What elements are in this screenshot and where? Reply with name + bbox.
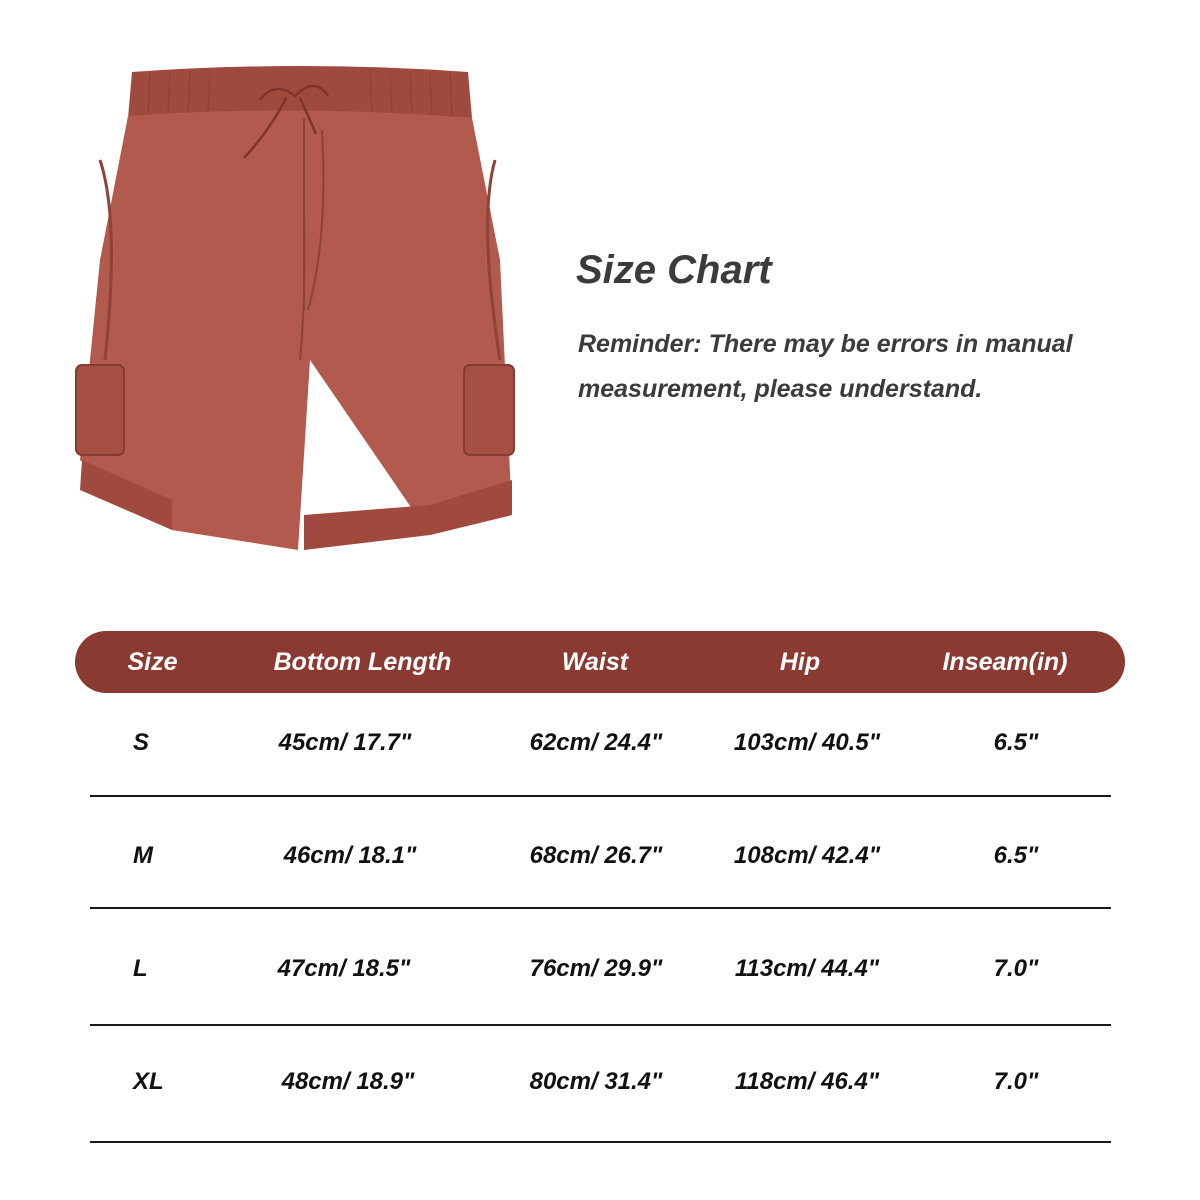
shorts-product-image xyxy=(60,60,530,560)
header-hip: Hip xyxy=(779,648,821,676)
header-waist: Waist xyxy=(561,648,629,676)
table-cell-waist: 62cm/ 24.4" xyxy=(529,729,663,756)
row-divider xyxy=(90,1141,1111,1143)
table-cell-size: L xyxy=(133,955,148,982)
row-divider xyxy=(90,907,1111,909)
table-cell-bottom-length: 47cm/ 18.5" xyxy=(277,955,411,982)
page-title: Size Chart xyxy=(576,248,772,292)
table-cell-bottom-length: 48cm/ 18.9" xyxy=(281,1068,415,1095)
header-bottom-length: Bottom Length xyxy=(273,648,452,676)
header-size: Size xyxy=(127,648,178,676)
table-cell-inseam: 7.0" xyxy=(993,1068,1039,1095)
table-cell-size: M xyxy=(133,842,153,869)
table-header xyxy=(75,631,1125,693)
header-inseam: Inseam(in) xyxy=(942,648,1068,676)
table-cell-inseam: 7.0" xyxy=(993,955,1039,982)
table-cell-size: XL xyxy=(133,1068,164,1095)
table-cell-inseam: 6.5" xyxy=(993,842,1039,869)
table-cell-hip: 103cm/ 40.5" xyxy=(733,729,881,756)
table-cell-hip: 108cm/ 42.4" xyxy=(733,842,881,869)
table-cell-size: S xyxy=(133,729,150,756)
row-divider xyxy=(90,795,1111,797)
table-cell-bottom-length: 45cm/ 17.7" xyxy=(278,729,412,756)
table-cell-hip: 113cm/ 44.4" xyxy=(734,955,880,982)
reminder-note: Reminder: There may be errors in manual measurement, please understand. xyxy=(578,330,1073,403)
table-cell-waist: 80cm/ 31.4" xyxy=(529,1068,663,1095)
table-cell-inseam: 6.5" xyxy=(993,729,1039,756)
table-cell-waist: 76cm/ 29.9" xyxy=(529,955,663,982)
table-cell-bottom-length: 46cm/ 18.1" xyxy=(283,842,417,869)
table-cell-waist: 68cm/ 26.7" xyxy=(529,842,663,869)
row-divider xyxy=(90,1024,1111,1026)
table-cell-hip: 118cm/ 46.4" xyxy=(734,1068,880,1095)
